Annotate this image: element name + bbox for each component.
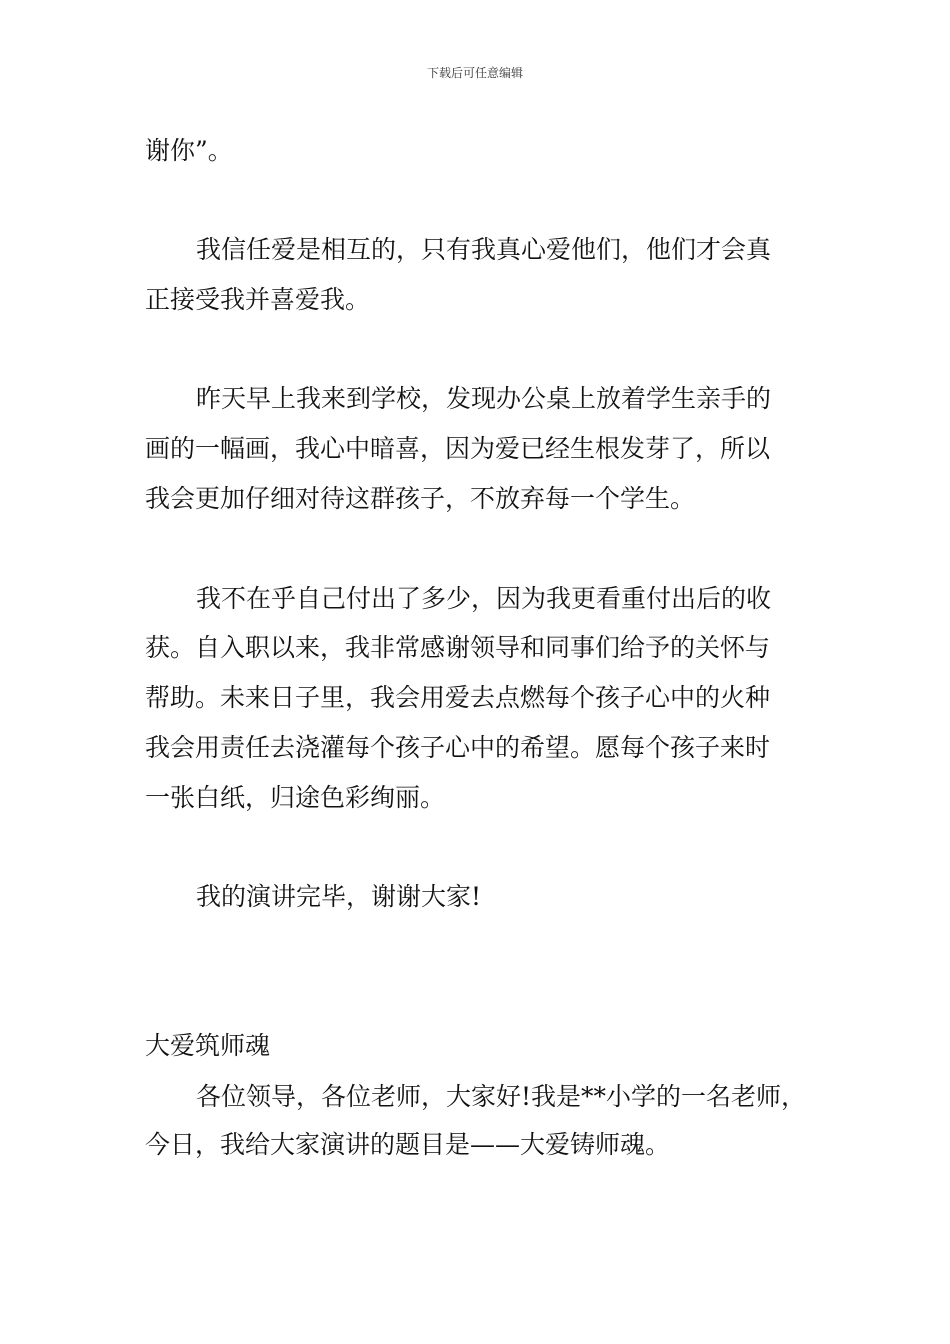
text-line: 昨天早上我来到学校，发现办公桌上放着学生亲手的 bbox=[196, 384, 772, 413]
text-line: 一张白纸，归途色彩绚丽。 bbox=[145, 783, 446, 812]
text-line: 谢你”。 bbox=[145, 136, 233, 165]
text-line: 我会用责任去浇灌每个孩子心中的希望。愿每个孩子来时 bbox=[145, 733, 771, 762]
text-line: 画的一幅画，我心中暗喜，因为爱已经生根发芽了，所以 bbox=[145, 434, 771, 463]
text-line: 我不在乎自己付出了多少，因为我更看重付出后的收 bbox=[196, 584, 772, 613]
text-line: 我信任爱是相互的，只有我真心爱他们，他们才会真 bbox=[196, 235, 772, 264]
text-line: 帮助。未来日子里，我会用爱去点燃每个孩子心中的火种 bbox=[145, 683, 771, 712]
section-title: 大爱筑师魂 bbox=[145, 1031, 271, 1060]
text-line: 今日，我给大家演讲的题目是——大爱铸师魂。 bbox=[145, 1130, 671, 1159]
text-line: 我的演讲完毕，谢谢大家! bbox=[196, 882, 482, 911]
text-line: 各位领导，各位老师，大家好!我是**小学的一名老师， bbox=[196, 1082, 807, 1111]
text-line: 我会更加仔细对待这群孩子，不放弃每一个学生。 bbox=[145, 484, 696, 513]
text-line: 获。自入职以来，我非常感谢领导和同事们给予的关怀与 bbox=[145, 633, 771, 662]
text-line: 正接受我并喜爱我。 bbox=[145, 285, 371, 314]
page-header: 下载后可任意编辑 bbox=[426, 66, 523, 80]
